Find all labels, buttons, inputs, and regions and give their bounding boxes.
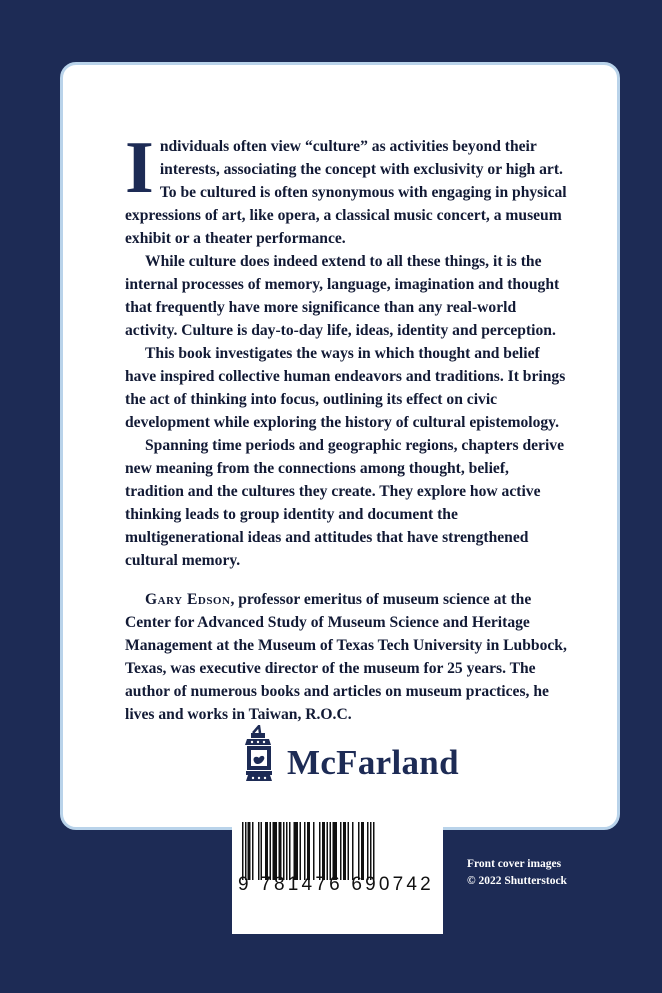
barcode-bar [352, 822, 354, 880]
lantern-icon [239, 725, 279, 783]
barcode-bar [319, 822, 321, 880]
publisher-name: McFarland [287, 743, 459, 782]
barcode-bar [265, 822, 268, 880]
barcode-bar [304, 822, 306, 880]
isbn-barcode [232, 808, 443, 934]
barcode-bars [242, 822, 433, 880]
blurb-paragraph-3: This book investigates the ways in which thought and belief have inspired collective human endeavors and traditions. It brings the act of thinking into focus, outlining its effect on civic development while exploring the history of cultural epistemology. [125, 345, 566, 431]
barcode-bar [248, 822, 251, 880]
barcode-bar [270, 822, 272, 880]
blurb-paragraph-4: Spanning time periods and geographic regions, chapters derive new meaning from the connections among thought, belief, tradition and the cultures they create. They explore how active thinking leads to group identity and document the multigenerational ideas and attitudes that have strengthened cultural memory. [125, 437, 565, 569]
publisher-logo [239, 725, 459, 783]
barcode-bar [261, 822, 263, 880]
blurb-text [125, 127, 569, 726]
blurb-paragraph-1-text: ndividuals often view “culture” as activities beyond their interests, associating the concept with exclusivity or high art. To be cultured is often synonymous with engaging in physical expressions of art, like opera, a classical music concert, a museum exhibit or a theater performance. [125, 138, 567, 247]
drop-cap: I [125, 127, 154, 209]
barcode-bar [245, 822, 247, 880]
cover-credit-line-2: © 2022 Shutterstock [467, 875, 567, 887]
barcode-bar [286, 822, 288, 880]
barcode-bar [252, 822, 254, 880]
barcode-bar [373, 822, 375, 880]
barcode-bar [367, 822, 369, 880]
barcode-bar [327, 822, 329, 880]
barcode-bar [307, 822, 310, 880]
barcode-bar [258, 822, 260, 880]
barcode-bar [279, 822, 282, 880]
author-bio [125, 588, 569, 726]
cover-credit [467, 856, 567, 890]
barcode-bar [273, 822, 278, 880]
isbn-digits: 9 781476 690742 [238, 874, 434, 895]
barcode-bar [340, 822, 342, 880]
barcode-bar [300, 822, 302, 880]
barcode-bar [294, 822, 299, 880]
author-bio-text: , professor emeritus of museum science at the Center for Advanced Study of Museum Science and Heritage Management at the Museum of Texas Tech University in Lubbock, Texas, was executive director of the museum for 25 years. The author of numerous books and articles on museum practices, he lives and works in Taiwan, R.O.C. [125, 591, 567, 723]
barcode-bar [322, 822, 325, 880]
author-name: Gary Edson [145, 591, 231, 608]
barcode-bar [242, 822, 244, 880]
barcode-bar [313, 822, 315, 880]
back-cover-panel [60, 62, 620, 830]
cover-credit-line-1: Front cover images [467, 858, 562, 870]
barcode-bar [343, 822, 346, 880]
barcode-bar [358, 822, 360, 880]
barcode-bar [361, 822, 364, 880]
barcode-bar [330, 822, 332, 880]
blurb-paragraph-1 [125, 127, 569, 250]
blurb-paragraph-2: While culture does indeed extend to all these things, it is the internal processes of memory, language, imagination and thought that frequently have more significance than any real-world activity. Culture is day-to-day life, ideas, identity and perception. [125, 253, 560, 339]
barcode-bar [370, 822, 372, 880]
barcode-bar [289, 822, 291, 880]
barcode-bar [283, 822, 285, 880]
barcode-bar [333, 822, 338, 880]
barcode-bar [348, 822, 350, 880]
